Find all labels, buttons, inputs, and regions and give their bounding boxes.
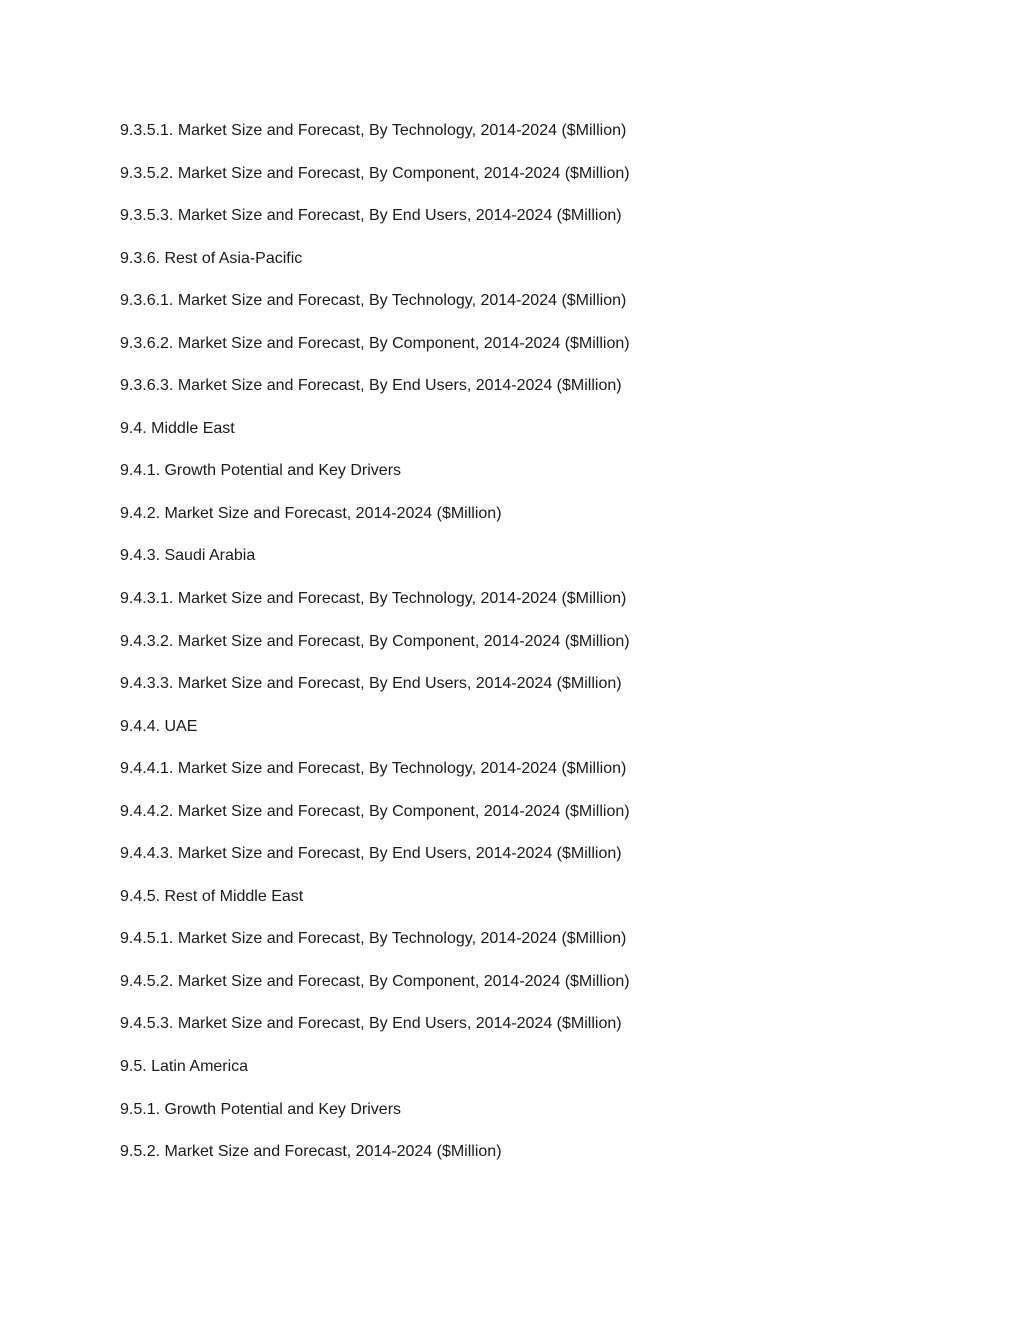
toc-entry: 9.3.6.3. Market Size and Forecast, By End Users, 2014-2024 ($Million) — [120, 377, 622, 395]
toc-entry: 9.4.2. Market Size and Forecast, 2014-2024 ($Million) — [120, 504, 502, 522]
toc-entry: 9.4.1. Growth Potential and Key Drivers — [120, 462, 402, 480]
toc-entry: 9.4.3. Saudi Arabia — [120, 547, 256, 565]
toc-entry: 9.3.6.1. Market Size and Forecast, By Technology, 2014-2024 ($Million) — [120, 292, 627, 310]
table-of-contents — [120, 120, 920, 1184]
toc-entry: 9.4.4. UAE — [120, 717, 198, 735]
toc-entry: 9.4.4.1. Market Size and Forecast, By Technology, 2014-2024 ($Million) — [120, 760, 627, 778]
toc-entry: 9.4. Middle East — [120, 419, 235, 437]
toc-entry: 9.4.3.2. Market Size and Forecast, By Component, 2014-2024 ($Million) — [120, 632, 630, 650]
toc-entry: 9.4.4.3. Market Size and Forecast, By End Users, 2014-2024 ($Million) — [120, 845, 622, 863]
toc-entry: 9.3.6. Rest of Asia-Pacific — [120, 249, 303, 267]
toc-entry: 9.4.5. Rest of Middle East — [120, 887, 304, 905]
toc-entry: 9.4.5.3. Market Size and Forecast, By End Users, 2014-2024 ($Million) — [120, 1015, 622, 1033]
toc-entry: 9.4.5.2. Market Size and Forecast, By Component, 2014-2024 ($Million) — [120, 972, 630, 990]
toc-entry: 9.5.2. Market Size and Forecast, 2014-2024 ($Million) — [120, 1143, 502, 1161]
toc-entry: 9.4.4.2. Market Size and Forecast, By Component, 2014-2024 ($Million) — [120, 802, 630, 820]
toc-entry: 9.3.5.2. Market Size and Forecast, By Component, 2014-2024 ($Million) — [120, 164, 630, 182]
toc-entry: 9.3.6.2. Market Size and Forecast, By Component, 2014-2024 ($Million) — [120, 334, 630, 352]
toc-entry: 9.5. Latin America — [120, 1058, 249, 1076]
toc-entry: 9.4.5.1. Market Size and Forecast, By Technology, 2014-2024 ($Million) — [120, 930, 627, 948]
toc-entry: 9.5.1. Growth Potential and Key Drivers — [120, 1100, 402, 1118]
toc-entry: 9.3.5.1. Market Size and Forecast, By Technology, 2014-2024 ($Million) — [120, 122, 627, 139]
toc-entry: 9.4.3.1. Market Size and Forecast, By Technology, 2014-2024 ($Million) — [120, 590, 627, 608]
toc-entry: 9.3.5.3. Market Size and Forecast, By End Users, 2014-2024 ($Million) — [120, 207, 622, 225]
toc-entry: 9.4.3.3. Market Size and Forecast, By End Users, 2014-2024 ($Million) — [120, 675, 622, 693]
